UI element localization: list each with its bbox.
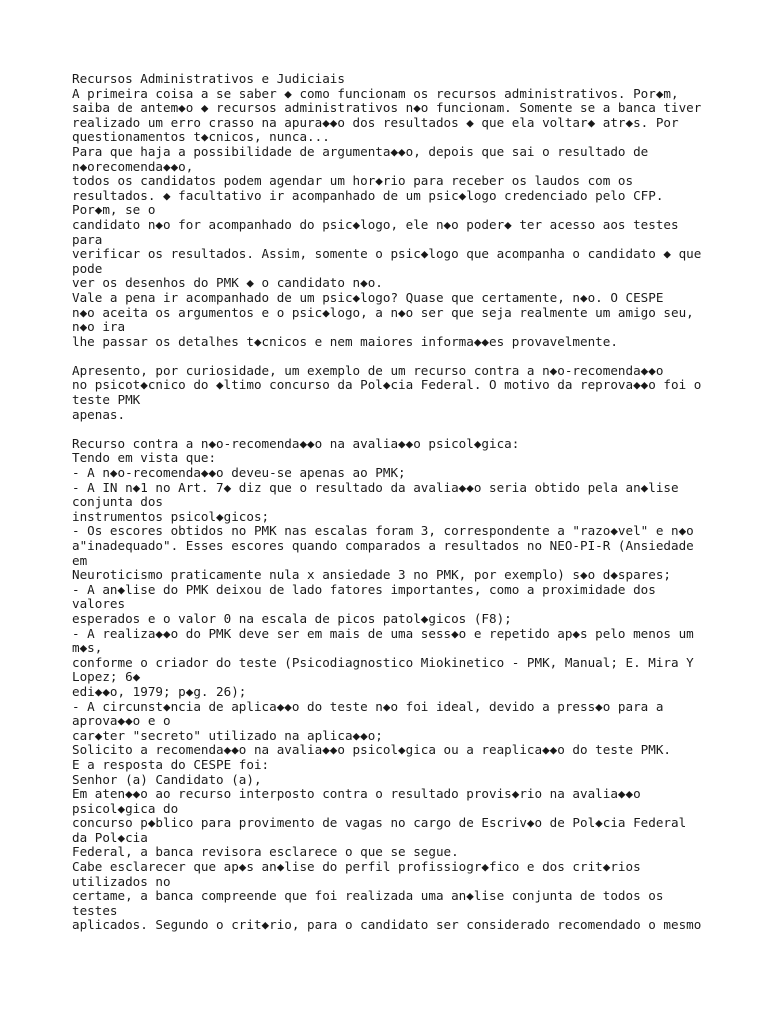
text-line: Solicito a recomenda◆◆o na avalia◆◆o psicol◆gica ou a reaplica◆◆o do teste PMK. <box>72 742 671 758</box>
text-line: Federal, a banca revisora esclarece o que se segue. <box>72 844 459 860</box>
text-line: da Pol◆cia <box>72 829 148 845</box>
text-line: saiba de antem◆o ◆ recursos administrativos n◆o funcionam. Somente se a banca tiver <box>72 100 702 116</box>
text-line: concurso p◆blico para provimento de vagas no cargo de Escriv◆o de Pol◆cia Federal <box>72 815 687 831</box>
text-line: Senhor (a) Candidato (a), <box>72 771 262 787</box>
paragraph-gap <box>72 422 702 437</box>
text-line: Lopez; 6◆ <box>72 669 141 685</box>
text-line: esperados e o valor 0 na escala de picos patol◆gicos (F8); <box>72 610 512 626</box>
text-line: Tendo em vista que: <box>72 450 217 466</box>
text-line: realizado um erro crasso na apura◆◆o dos resultados ◆ que ela voltar◆ atr◆s. Por <box>72 114 679 130</box>
text-line: candidato n◆o for acompanhado do psic◆logo, ele n◆o poder◆ ter acesso aos testes <box>72 216 679 232</box>
text-line: - A an◆lise do PMK deixou de lado fatores importantes, como a proximidade dos <box>72 581 656 597</box>
text-line: - A IN n◆1 no Art. 7◆ diz que o resultado da avalia◆◆o seria obtido pela an◆lise <box>72 479 679 495</box>
text-line: ver os desenhos do PMK ◆ o candidato n◆o. <box>72 275 383 291</box>
text-line: pode <box>72 260 103 276</box>
text-line: E a resposta do CESPE foi: <box>72 756 270 772</box>
text-line: lhe passar os detalhes t◆cnicos e nem maiores informa◆◆es provavelmente. <box>72 333 618 349</box>
text-line: Cabe esclarecer que ap◆s an◆lise do perfil profissiogr◆fico e dos crit◆rios <box>72 859 641 875</box>
text-line: n◆o aceita os argumentos e o psic◆logo, a n◆o ser que seja realmente um amigo seu, <box>72 304 694 320</box>
text-line: para <box>72 231 103 247</box>
text-line: apenas. <box>72 406 126 422</box>
text-line: testes <box>72 902 118 918</box>
text-line: - A realiza◆◆o do PMK deve ser em mais de uma sess◆o e repetido ap◆s pelo menos um <box>72 625 694 641</box>
text-line: resultados. ◆ facultativo ir acompanhado de um psic◆logo credenciado pelo CFP. <box>72 187 664 203</box>
text-line: Recurso contra a n◆o-recomenda◆◆o na avalia◆◆o psicol◆gica: <box>72 435 520 451</box>
text-line: questionamentos t◆cnicos, nunca... <box>72 129 330 145</box>
document-page <box>72 72 702 933</box>
text-line: Para que haja a possibilidade de argumenta◆◆o, depois que sai o resultado de <box>72 143 649 159</box>
text-line: valores <box>72 596 126 612</box>
text-line: utilizados no <box>72 873 171 889</box>
text-line: - A circunst◆ncia de aplica◆◆o do teste n◆o foi ideal, devido a press◆o para a <box>72 698 664 714</box>
text-line: a"inadequado". Esses escores quando comparados a resultados no NEO-PI-R (Ansiedade <box>72 538 694 553</box>
text-line: Neuroticismo praticamente nula x ansiedade 3 no PMK, por exemplo) s◆o d◆spares; <box>72 567 671 583</box>
text-line: instrumentos psicol◆gicos; <box>72 508 270 524</box>
text-line: psicol◆gica do <box>72 800 179 816</box>
text-line: m◆s, <box>72 640 103 656</box>
text-line: n◆orecomenda◆◆o, <box>72 158 194 174</box>
text-line: conforme o criador do teste (Psicodiagnostico Miokinetico - PMK, Manual; E. Mira Y <box>72 654 694 670</box>
text-line: em <box>72 552 88 568</box>
text-line: - Os escores obtidos no PMK nas escalas foram 3, correspondente a "razo◆vel" e n◆o <box>72 523 694 539</box>
text-line: certame, a banca compreende que foi realizada uma an◆lise conjunta de todos os <box>72 888 664 904</box>
text-line: aplicados. Segundo o crit◆rio, para o candidato ser considerado recomendado o mesmo <box>72 917 702 933</box>
text-line: no psicot◆cnico do ◆ltimo concurso da Pol◆cia Federal. O motivo da reprova◆◆o foi o <box>72 377 702 393</box>
paragraph-gap <box>72 349 702 364</box>
text-line: verificar os resultados. Assim, somente o psic◆logo que acompanha o candidato ◆ que <box>72 246 702 262</box>
text-line: car◆ter "secreto" utilizado na aplica◆◆o; <box>72 727 383 743</box>
text-line: Vale a pena ir acompanhado de um psic◆logo? Quase que certamente, n◆o. O CESPE <box>72 289 664 305</box>
text-line: Por◆m, se o <box>72 202 156 218</box>
text-line: Em aten◆◆o ao recurso interposto contra o resultado provis◆rio na avalia◆◆o <box>72 786 641 802</box>
text-line: Apresento, por curiosidade, um exemplo de um recurso contra a n◆o-recomenda◆◆o <box>72 362 664 378</box>
text-line: todos os candidatos podem agendar um hor◆rio para receber os laudos com os <box>72 173 634 189</box>
text-line: - A n◆o-recomenda◆◆o deveu-se apenas ao PMK; <box>72 465 406 481</box>
text-line: teste PMK <box>72 392 141 408</box>
text-line: Recursos Administrativos e Judiciais <box>72 71 345 86</box>
text-line: edi◆◆o, 1979; p◆g. 26); <box>72 683 247 699</box>
text-line: aprova◆◆o e o <box>72 713 171 729</box>
text-line: A primeira coisa a se saber ◆ como funcionam os recursos administrativos. Por◆m, <box>72 85 679 101</box>
text-line: n◆o ira <box>72 319 126 335</box>
text-line: conjunta dos <box>72 494 163 510</box>
